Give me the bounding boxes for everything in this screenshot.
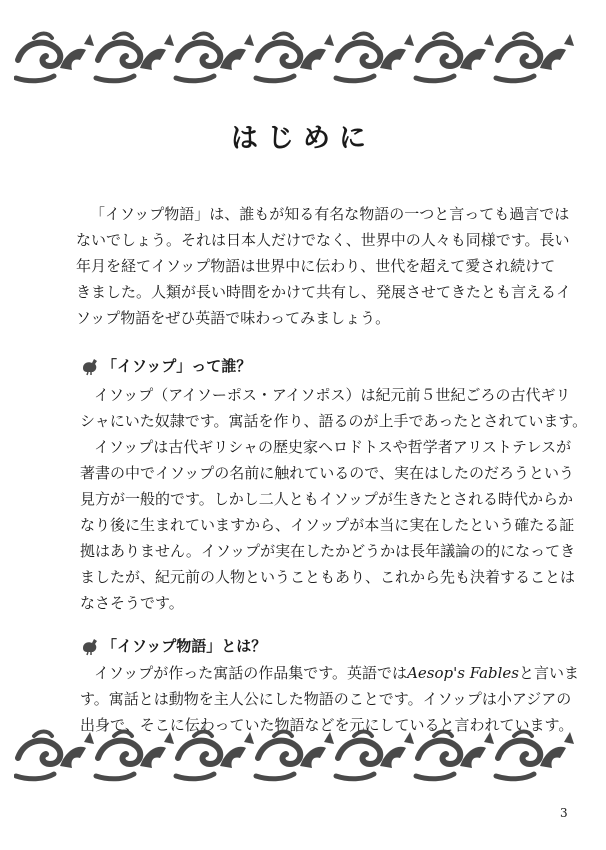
body-line: イソップは古代ギリシャの歴史家ヘロドトスや哲学者アリストテレスが bbox=[94, 438, 572, 456]
hen-icon bbox=[80, 636, 100, 656]
body-line: 著書の中でイソップの名前に触れているので、実在はしたのだろうという bbox=[80, 464, 574, 482]
page-number: 3 bbox=[560, 806, 568, 820]
section-heading-fables bbox=[80, 635, 266, 657]
body-line: なり後に生まれていますから、イソップが本当に実在したという確たる証 bbox=[80, 516, 575, 534]
body-line bbox=[80, 660, 580, 686]
intro-line: 「イソップ物語」は、誰もが知る有名な物語の一つと言っても過言では bbox=[90, 205, 570, 223]
body-line: シャにいた奴隷です。寓話を作り、語るのが上手であったとされています。 bbox=[80, 412, 588, 430]
intro-line: 年月を経てイソップ物語は世界中に伝わり、世代を超えて愛され続けて bbox=[76, 257, 556, 275]
top-ornamental-border bbox=[14, 30, 592, 86]
intro-line: きました。人類が長い時間をかけて共有し、発展させてきたとも言えるイ bbox=[76, 283, 572, 301]
body-line: 拠はありません。イソップが実在したかどうかは長年議論の的になってき bbox=[80, 542, 576, 560]
section-heading-text: 「イソップ」って誰？ bbox=[102, 357, 252, 375]
bottom-ornamental-border bbox=[14, 728, 592, 784]
body-line: 見方が一般的です。しかし二人ともイソップが生きたとされる時代からか bbox=[80, 490, 574, 508]
section-heading-who bbox=[80, 355, 251, 377]
body-line: イソップ（アイソーポス・アイソポス）は紀元前５世紀ごろの古代ギリ bbox=[94, 386, 571, 404]
body-line: ましたが、紀元前の人物ということもあり、これから先も決着することは bbox=[80, 568, 576, 586]
intro-paragraph bbox=[76, 201, 572, 331]
section-heading-text: 「イソップ物語」とは？ bbox=[102, 637, 267, 655]
book-title: Aesop's Fables bbox=[407, 664, 519, 682]
hen-icon bbox=[80, 356, 100, 376]
body-line: す。寓話とは動物を主人公にした物語のことです。イソップは小アジアの bbox=[80, 690, 572, 708]
body-line: なさそうです。 bbox=[80, 594, 184, 612]
intro-line: ないでしょう。それは日本人だけでなく、世界中の人々も同様です。長い bbox=[76, 231, 570, 249]
page-title: はじめに bbox=[231, 123, 375, 154]
section1-body bbox=[80, 382, 588, 616]
body-text: と言いま bbox=[519, 664, 580, 682]
intro-line: ソップ物語をぜひ英語で味わってみましょう。 bbox=[76, 309, 391, 327]
section2-body bbox=[80, 660, 580, 738]
body-text: イソップが作った寓話の作品集です。英語では bbox=[94, 664, 408, 682]
body-line: 出身で、そこに伝わっていた物語などを元にしていると言われています。 bbox=[80, 716, 574, 734]
